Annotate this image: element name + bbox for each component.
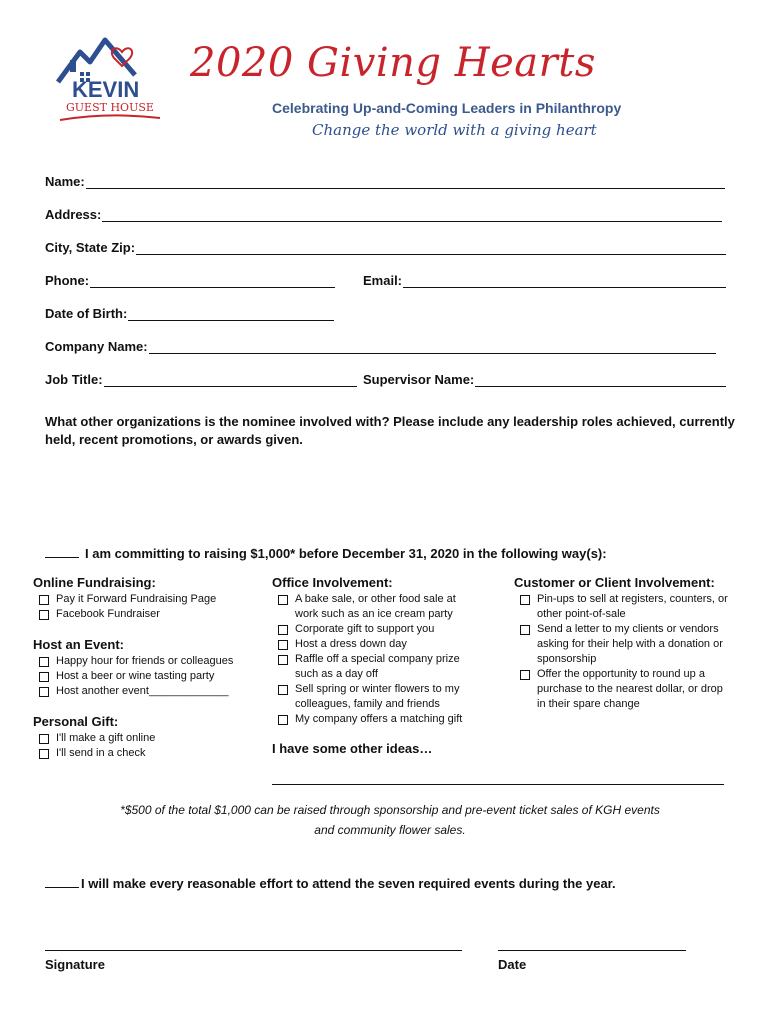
attendance-blank[interactable] [45,887,79,888]
city-label: City, State Zip: [45,240,136,255]
list-item[interactable]: Corporate gift to support you [278,622,482,637]
commitment-blank[interactable] [45,557,79,558]
customer-heading: Customer or Client Involvement: [514,575,715,590]
name-line[interactable] [86,176,725,189]
signature-label: Signature [45,957,105,972]
checkbox[interactable] [39,610,49,620]
list-item[interactable]: A bake sale, or other food sale at work such as an ice cream party [278,592,482,622]
phone-label: Phone: [45,273,90,288]
checkbox[interactable] [520,625,530,635]
checkbox[interactable] [39,657,49,667]
dob-label: Date of Birth: [45,306,128,321]
fundraising-note: *$500 of the total $1,000 can be raised through sponsorship and pre-event ticket sales of KGH events and community flower sales. [120,803,660,837]
list-item[interactable]: Send a letter to my clients or vendors asking for their help with a donation or sponsorship [520,622,734,667]
kevin-guest-house-logo [50,30,180,130]
tagline: Change the world with a giving heart [312,121,597,139]
column-middle [272,575,482,756]
job-title-field[interactable] [45,372,357,387]
checkbox[interactable] [39,687,49,697]
checkbox[interactable] [520,670,530,680]
list-item[interactable]: Happy hour for friends or colleagues [39,654,258,669]
company-line[interactable] [149,341,716,354]
name-field[interactable] [45,174,725,189]
attendance-line [45,876,616,891]
other-ideas-heading: I have some other ideas… [272,741,433,756]
commitment-text: I am committing to raising $1,000* before December 31, 2020 in the following way(s): [85,546,607,561]
address-field[interactable] [45,207,722,222]
list-item[interactable]: I'll send in a check [39,746,258,761]
organizations-question: What other organizations is the nominee involved with? Please include any leadership roles achieved, currently held, recent promotions, or awards given. [45,414,735,447]
phone-line[interactable] [90,275,335,288]
list-item[interactable]: Sell spring or winter flowers to my colleagues, family and friends [278,682,482,712]
list-item[interactable]: My company offers a matching gift [278,712,482,727]
host-heading: Host an Event: [33,637,125,652]
list-item[interactable]: Host another event_____________ [39,684,258,699]
list-item[interactable]: Host a dress down day [278,637,482,652]
name-label: Name: [45,174,85,189]
city-line[interactable] [136,242,726,255]
list-item[interactable]: Pin-ups to sell at registers, counters, or other point-of-sale [520,592,734,622]
attendance-text: I will make every reasonable effort to attend the seven required events during the year. [81,876,616,891]
date-line[interactable] [498,950,686,951]
job-line[interactable] [104,374,357,387]
list-item[interactable]: Host a beer or wine tasting party [39,669,258,684]
logo-name: KEVIN [72,77,140,102]
checkbox[interactable] [278,685,288,695]
office-heading: Office Involvement: [272,575,393,590]
signature-line[interactable] [45,950,462,951]
column-left [33,575,258,761]
date-label: Date [498,957,527,972]
supervisor-label: Supervisor Name: [363,372,475,387]
page-subtitle: Celebrating Up-and-Coming Leaders in Philanthropy [272,100,622,116]
online-heading: Online Fundraising: [33,575,156,590]
checkbox[interactable] [39,734,49,744]
job-label: Job Title: [45,372,103,387]
supervisor-field[interactable] [363,372,726,387]
list-item[interactable]: I'll make a gift online [39,731,258,746]
dob-line[interactable] [128,308,334,321]
commitment-line [45,546,607,561]
phone-field[interactable] [45,273,335,288]
list-item[interactable]: Facebook Fundraiser [39,607,258,622]
company-field[interactable] [45,339,716,354]
supervisor-line[interactable] [475,374,726,387]
checkbox[interactable] [278,715,288,725]
checkbox[interactable] [39,595,49,605]
logo-subtitle: GUEST HOUSE [66,101,154,114]
checkbox[interactable] [278,595,288,605]
checkbox[interactable] [39,749,49,759]
checkbox[interactable] [278,655,288,665]
list-item[interactable]: Offer the opportunity to round up a purchase to the nearest dollar, or drop in their spare change [520,667,734,712]
email-label: Email: [363,273,403,288]
dob-field[interactable] [45,306,334,321]
email-line[interactable] [403,275,726,288]
city-state-zip-field[interactable] [45,240,726,255]
list-item[interactable]: Raffle off a special company prize such as a day off [278,652,482,682]
column-right [514,575,734,712]
page-title: 2020 Giving Hearts [190,40,596,86]
address-line[interactable] [102,209,722,222]
checkbox[interactable] [278,640,288,650]
email-field[interactable] [363,273,726,288]
company-label: Company Name: [45,339,148,354]
checkbox[interactable] [278,625,288,635]
address-label: Address: [45,207,102,222]
list-item[interactable]: Pay it Forward Fundraising Page [39,592,258,607]
checkbox[interactable] [520,595,530,605]
checkbox[interactable] [39,672,49,682]
other-ideas-line[interactable] [272,784,724,785]
personal-heading: Personal Gift: [33,714,119,729]
